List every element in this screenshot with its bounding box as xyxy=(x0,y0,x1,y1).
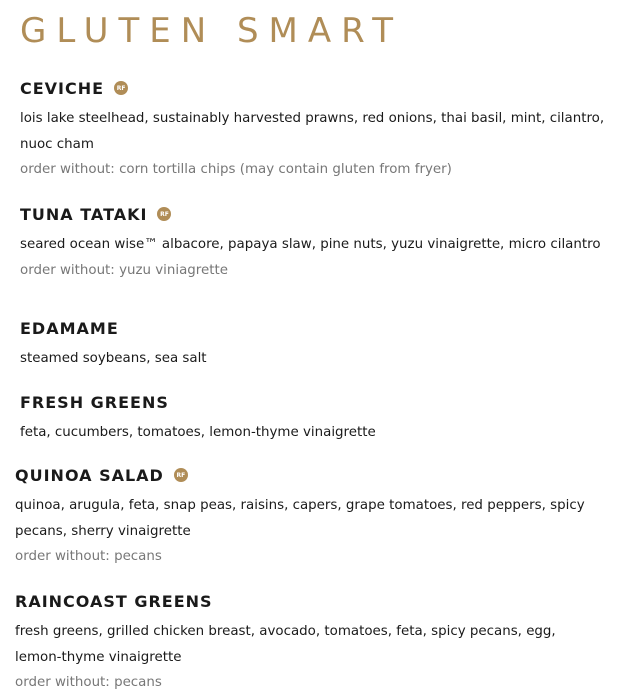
item-name: EDAMAME xyxy=(20,318,119,338)
item-name-row xyxy=(20,390,610,414)
item-name: FRESH GREENS xyxy=(20,392,169,412)
item-name: TUNA TATAKI xyxy=(20,204,148,224)
item-note: order without: corn tortilla chips (may contain gluten from fryer) xyxy=(20,162,452,177)
menu-item-tuna-tataki xyxy=(20,202,610,283)
item-name: RAINCOAST GREENS xyxy=(15,591,213,611)
item-note: order without: pecans xyxy=(15,549,162,564)
item-description: steamed soybeans, sea salt xyxy=(20,351,207,366)
item-description: lois lake steelhead, sustainably harvested prawns, red onions, thai basil, mint, cilantro, nuoc cham xyxy=(20,111,605,152)
menu-item-fresh-greens xyxy=(20,390,610,446)
item-name-row xyxy=(20,202,610,226)
item-description: feta, cucumbers, tomatoes, lemon-thyme vinaigrette xyxy=(20,425,376,440)
item-name: CEVICHE xyxy=(20,78,105,98)
menu-item-raincoast-greens xyxy=(15,589,605,696)
rf-badge-icon: RF xyxy=(157,207,171,221)
item-name-row xyxy=(20,316,610,340)
item-name: QUINOA SALAD xyxy=(15,465,164,485)
item-note: order without: yuzu viniagrette xyxy=(20,262,228,278)
menu-item-quinoa-salad xyxy=(15,463,605,570)
item-description: seared ocean wise™ albacore, papaya slaw, pine nuts, yuzu vinaigrette, micro cilantro xyxy=(20,237,601,252)
menu-item-edamame xyxy=(20,316,610,372)
item-note: order without: pecans xyxy=(15,675,162,690)
page-title: GLUTEN SMART xyxy=(20,11,404,51)
item-description: fresh greens, grilled chicken breast, avocado, tomatoes, feta, spicy pecans, egg, lemon-thyme vinaigrette xyxy=(15,624,556,665)
item-name-row xyxy=(15,589,605,613)
rf-badge-icon: RF xyxy=(174,468,188,482)
item-name-row xyxy=(20,76,610,100)
item-description: quinoa, arugula, feta, snap peas, raisins, capers, grape tomatoes, red peppers, spicy pecans, sherry vinaigrette xyxy=(15,498,585,539)
rf-badge-icon: RF xyxy=(114,81,128,95)
menu-item-ceviche xyxy=(20,76,610,183)
item-name-row xyxy=(15,463,605,487)
